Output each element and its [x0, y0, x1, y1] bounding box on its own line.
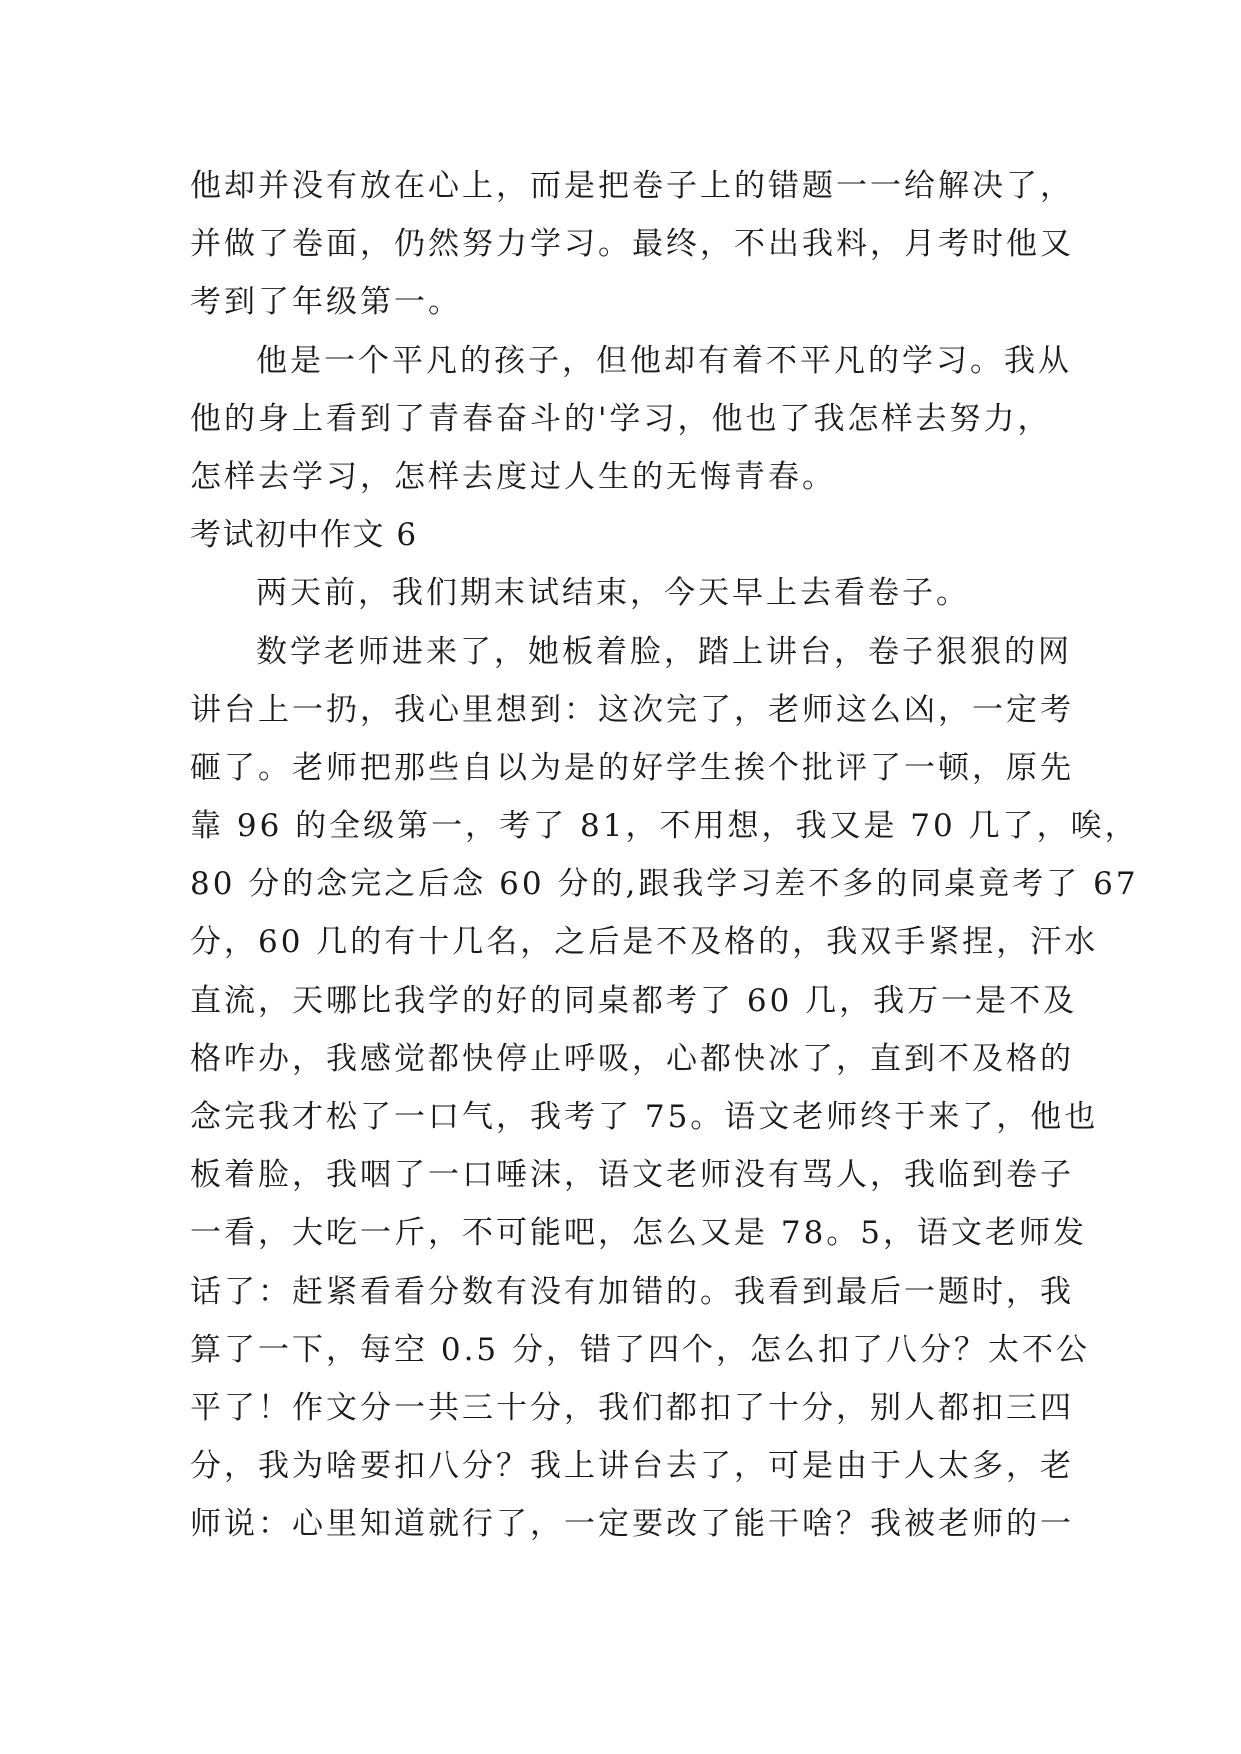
text-line: 平了！作文分一共三十分，我们都扣了十分，别人都扣三四: [190, 1389, 1074, 1426]
text-line: 分，我为啥要扣八分？我上讲台去了，可是由于人太多，老: [190, 1448, 1074, 1485]
text-line: 师说：心里知道就行了，一定要改了能干啥？我被老师的一: [190, 1506, 1074, 1543]
text-line: 分，60 几的有十几名，之后是不及格的，我双手紧捏，汗水: [190, 924, 1099, 961]
text-line: 考到了年级第一。: [190, 284, 462, 321]
paragraph-continuation: [190, 157, 1074, 332]
text-line: 话了：赶紧看看分数有没有加错的。我看到最后一题时，我: [190, 1273, 1074, 1310]
text-line: 怎样去学习，怎样去度过人生的无悔青春。: [190, 458, 836, 495]
paragraph: [190, 623, 1139, 1554]
paragraph: [190, 332, 1070, 507]
text-line: 板着脸，我咽了一口唾沫，语文老师没有骂人，我临到卷子: [190, 1157, 1074, 1194]
text-line: 念完我才松了一口气，我考了 75。语文老师终于来了，他也: [190, 1099, 1099, 1135]
text-line: 80 分的念完之后念 60 分的,跟我学习差不多的同桌竟考了 67: [190, 866, 1139, 903]
text-line: 他的身上看到了青春奋斗的'学习，他也了我怎样去努力，: [190, 400, 1052, 437]
text-line: 数学老师进来了，她板着脸，踏上讲台，卷子狠狠的网: [256, 633, 1072, 670]
text-line: 并做了卷面，仍然努力学习。最终，不出我料，月考时他又: [190, 226, 1074, 263]
text-line: 直流，天哪比我学的好的同桌都考了 60 几，我万一是不及: [190, 982, 1078, 1019]
section-heading: 考试初中作文 6: [190, 517, 418, 554]
text-line: 他是一个平凡的孩子，但他却有着不平凡的学习。我从: [256, 342, 1072, 379]
text-line: 两天前，我们期末试结束，今天早上去看卷子。: [256, 575, 970, 612]
text-line: 算了一下，每空 0.5 分，错了四个，怎么扣了八分？太不公: [190, 1331, 1091, 1368]
text-line: 一看，大吃一斤，不可能吧，怎么又是 78。5，语文老师发: [190, 1215, 1088, 1252]
paragraph: [190, 564, 1070, 622]
text-line: 他却并没有放在心上，而是把卷子上的错题一一给解决了，: [190, 168, 1074, 204]
text-line: 格咋办，我感觉都快停止呼吸，心都快冰了，直到不及格的: [190, 1040, 1074, 1077]
text-line: 靠 96 的全级第一，考了 81，不用想，我又是 70 几了，唉，: [190, 808, 1139, 845]
document-body: [190, 157, 1139, 1554]
text-line: 讲台上一扔，我心里想到：这次完了，老师这么凶，一定考: [190, 691, 1074, 728]
text-line: 砸了。老师把那些自以为是的好学生挨个批评了一顿，原先: [190, 749, 1074, 786]
